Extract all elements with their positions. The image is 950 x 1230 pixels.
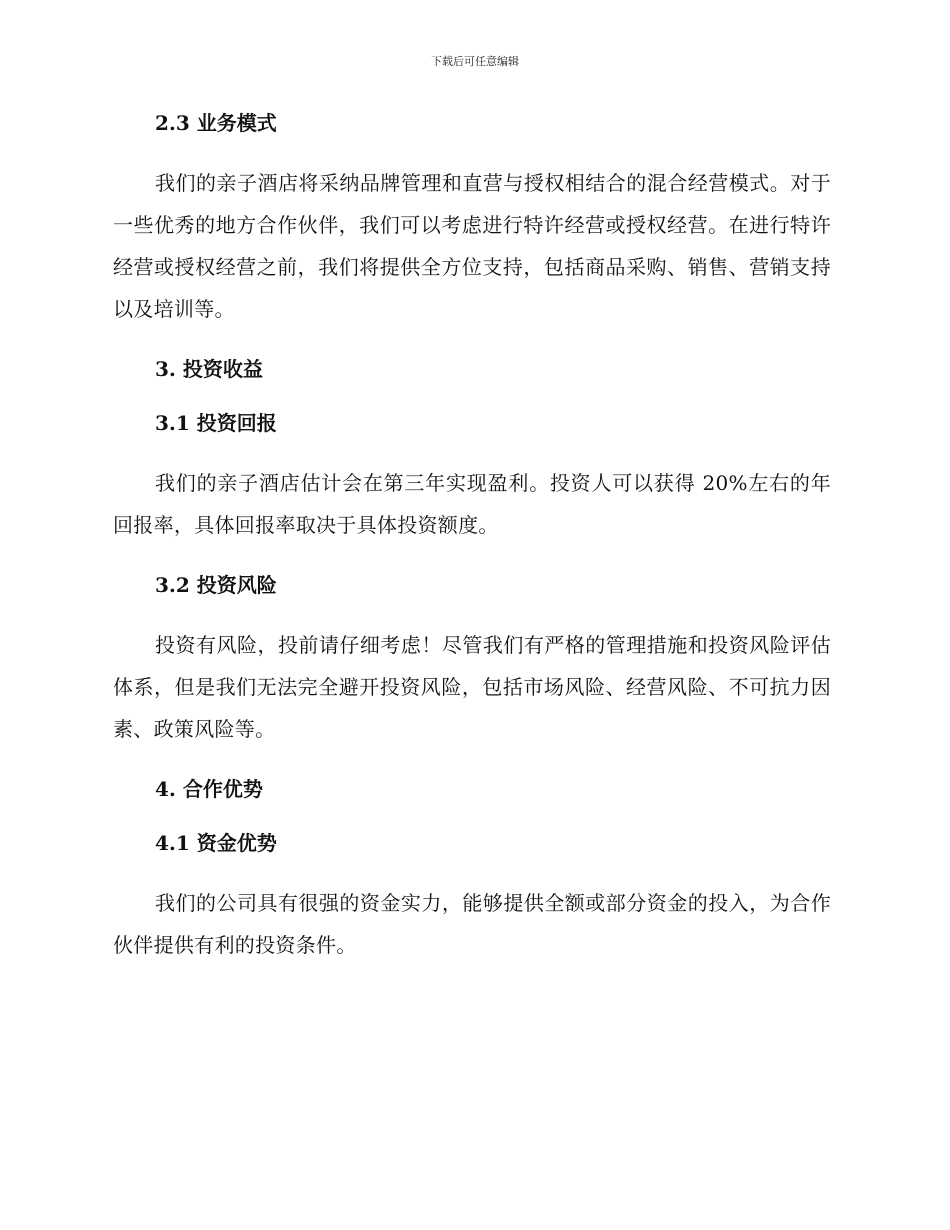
section-heading-4-1: 4.1 资金优势 xyxy=(155,831,277,855)
document-body xyxy=(113,108,831,966)
section-paragraph-3-2: 投资有风险，投前请仔细考虑！尽管我们有严格的管理措施和投资风险评估体系，但是我们无法完全避开投资风险，包括市场风险、经营风险、不可抗力因素、政策风险等。 xyxy=(113,633,831,741)
section-heading-2-3: 2.3 业务模式 xyxy=(155,111,277,135)
section-paragraph-3-1: 我们的亲子酒店估计会在第三年实现盈利。投资人可以获得 20%左右的年回报率，具体回报率取决于具体投资额度。 xyxy=(113,471,831,537)
section-heading-4: 4. 合作优势 xyxy=(155,777,263,801)
header-note: 下载后可任意编辑 xyxy=(431,55,519,68)
section-heading-3: 3. 投资收益 xyxy=(155,357,263,381)
section-paragraph-2-3: 我们的亲子酒店将采纳品牌管理和直营与授权相结合的混合经营模式。对于一些优秀的地方合作伙伴，我们可以考虑进行特许经营或授权经营。在进行特许经营或授权经营之前，我们将提供全方位支持，包括商品采购、销售、营销支持以及培训等。 xyxy=(113,171,831,321)
section-heading-3-1: 3.1 投资回报 xyxy=(155,411,277,435)
section-heading-3-2: 3.2 投资风险 xyxy=(155,573,277,597)
section-paragraph-4-1: 我们的公司具有很强的资金实力，能够提供全额或部分资金的投入，为合作伙伴提供有利的投资条件。 xyxy=(113,891,831,957)
